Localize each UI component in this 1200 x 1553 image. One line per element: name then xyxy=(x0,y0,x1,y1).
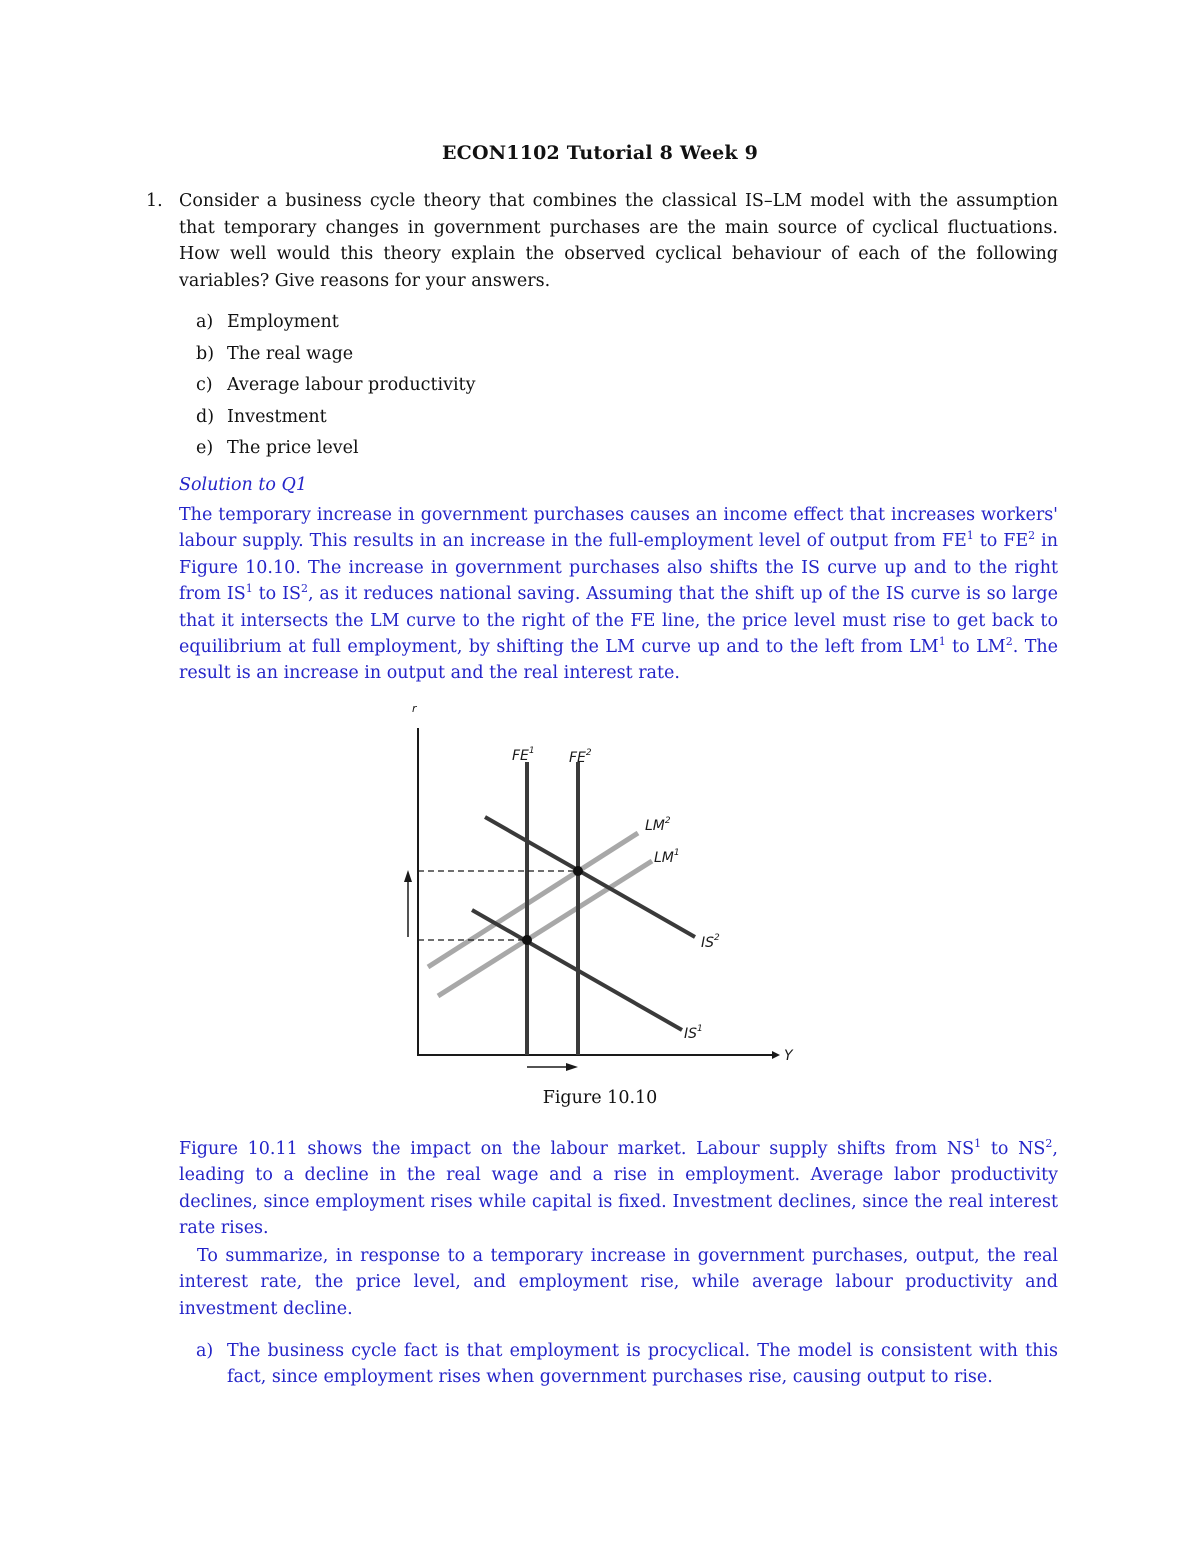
page-title: ECON1102 Tutorial 8 Week 9 xyxy=(441,142,759,164)
solution-heading: Solution to Q1 xyxy=(179,475,308,495)
x-axis-arrowhead xyxy=(772,1051,780,1059)
fe2-label: $FE^2$ xyxy=(569,748,592,766)
part-label: d) xyxy=(196,406,215,427)
answer-text: The business cycle fact is that employment is procyclical. The model is consistent with this fact, since employment rises when government purchases rise, causing output to rise. xyxy=(227,1341,1058,1388)
is1-label: $IS^1$ xyxy=(684,1024,703,1042)
y-increase-arrowhead xyxy=(566,1063,578,1071)
part-text: The price level xyxy=(227,438,359,459)
lm1-line xyxy=(438,861,652,996)
question-text: Consider a business cycle theory that combines the classical IS–LM model with the assumption that temporary changes in government purchases are the main source of cyclical fluctuations. How well would this theory explain the observed cyclical behaviour of each of the following variables? Give reasons for your answers. xyxy=(179,191,1058,291)
is2-label: $IS^2$ xyxy=(701,933,720,951)
question-1 xyxy=(146,188,1058,294)
part-text: Employment xyxy=(227,312,339,332)
list-item xyxy=(196,433,475,465)
answer-a xyxy=(196,1338,1058,1391)
r-increase-arrowhead xyxy=(404,870,412,882)
is-lm-figure xyxy=(390,700,810,1080)
lm2-label: $LM^2$ xyxy=(645,816,671,834)
part-text: Average labour productivity xyxy=(227,375,476,396)
part-label: b) xyxy=(196,343,215,364)
list-item xyxy=(196,402,475,434)
question-parts-list xyxy=(196,307,475,465)
part-label: e) xyxy=(196,438,214,459)
part-label: a) xyxy=(196,312,214,332)
part-text: The real wage xyxy=(227,343,354,364)
solution-paragraph-1: The temporary increase in government purchases causes an income effect that increases workers' labour supply. This results in an increase in the full-employment level of output from $FE^1$ to $FE^2$ in Figure 10.10. The increase in government purchases also shifts the IS curve up and to the right from $IS^1$ to $IS^2$, as it reduces national saving. Assuming that the shift up of the IS curve is so large that it intersects the LM curve to the right of the FE line, the price level must rise to get back to equilibrium at full employment, by shifting the LM curve up and to the left from $LM^1$ to $LM^2$. The result is an increase in output and the real interest rate. xyxy=(179,505,1058,684)
solution-summary: To summarize, in response to a temporary increase in government purchases, output, the real interest rate, the price level, and employment rise, while average labour productivity and investment decline. xyxy=(179,1246,1058,1319)
question-number: 1. xyxy=(146,191,163,211)
y-axis-label: r xyxy=(412,702,417,715)
list-item xyxy=(196,307,475,339)
x-axis-label: Y xyxy=(784,1048,793,1064)
part-text: Investment xyxy=(227,406,327,427)
is2-line xyxy=(485,817,695,937)
equilibrium-point-1 xyxy=(522,935,532,945)
equilibrium-point-2 xyxy=(573,866,583,876)
lm1-label: $LM^1$ xyxy=(654,848,680,866)
list-item xyxy=(196,370,475,402)
list-item xyxy=(196,339,475,371)
part-label: c) xyxy=(196,375,213,396)
fe1-label: $FE^1$ xyxy=(512,746,535,764)
answer-label: a) xyxy=(196,1341,214,1361)
figure-caption: Figure 10.10 xyxy=(542,1088,658,1108)
solution-paragraph-2: Figure 10.11 shows the impact on the labour market. Labour supply shifts from $NS^1$ to $NS^2$, leading to a decline in the real wage and a rise in employment. Average labor productivity declines, since employment rises while capital is fixed. Investment declines, since the real interest rate rises. xyxy=(179,1137,1058,1239)
